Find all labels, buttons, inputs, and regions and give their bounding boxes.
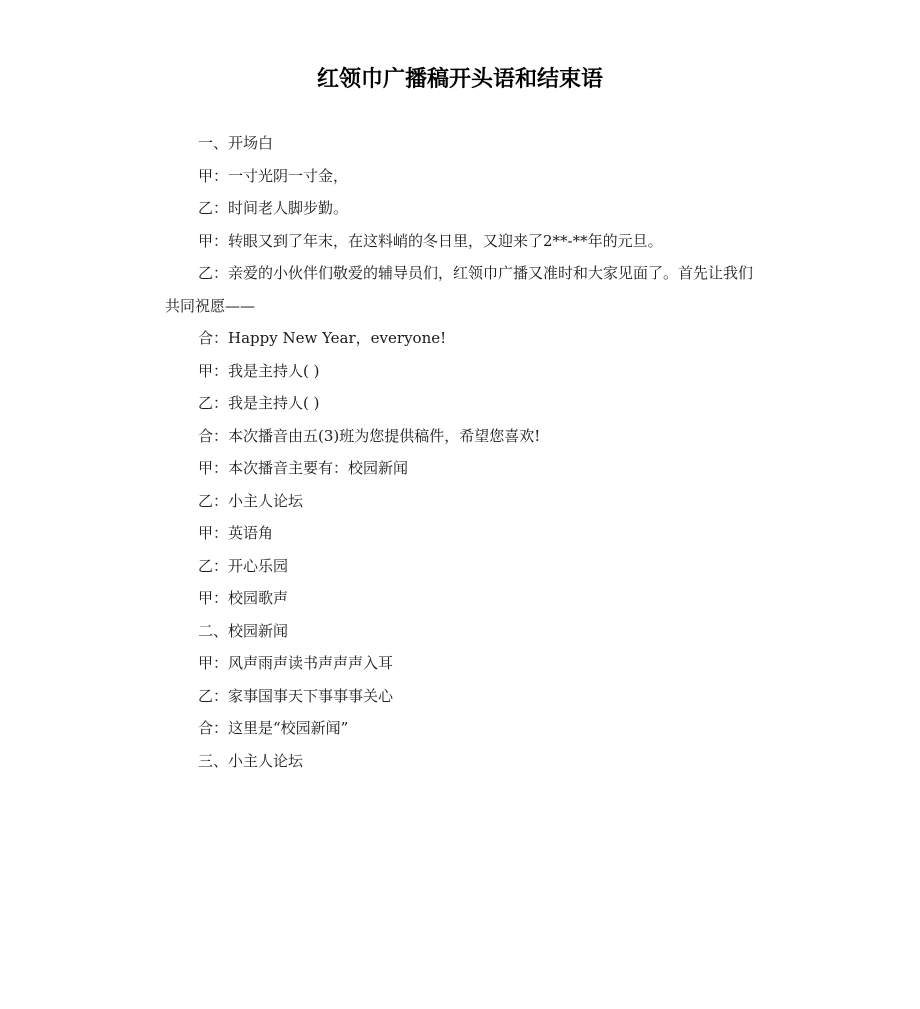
paragraph-section-news: 二、校园新闻 <box>198 621 289 640</box>
paragraph-line: 甲：校园歌声 <box>198 589 289 607</box>
paragraph-line: 甲：我是主持人( ) <box>198 361 320 380</box>
paragraph-line: 乙：家事国事天下事事事关心 <box>198 686 394 705</box>
paragraph-section-forum: 三、小主人论坛 <box>198 751 304 770</box>
paragraph-section-opening: 一、开场白 <box>198 134 274 152</box>
paragraph-line: 合：这里是“校园新闻” <box>198 719 349 737</box>
paragraph-line: 甲：风声雨声读书声声声入耳 <box>198 654 394 672</box>
paragraph-line: 乙：亲爱的小伙伴们敬爱的辅导员们，红领巾广播又准时和大家见面了。首先让我们共同祝愿—— <box>165 264 754 315</box>
paragraph-line: 合：Happy New Year，everyone! <box>198 329 447 347</box>
paragraph-line: 甲：本次播音主要有：校园新闻 <box>198 459 409 477</box>
document-title: 红领巾广播稿开头语和结束语 <box>316 67 603 92</box>
paragraph-line: 乙：时间老人脚步勤。 <box>198 199 349 217</box>
paragraph-line: 乙：小主人论坛 <box>198 491 304 510</box>
paragraph-line: 甲：一寸光阴一寸金， <box>198 166 349 185</box>
paragraph-line: 乙：开心乐园 <box>198 556 289 575</box>
paragraph-line: 乙：我是主持人( ) <box>198 394 320 412</box>
paragraph-line: 甲：英语角 <box>198 524 274 542</box>
paragraph-line: 甲：转眼又到了年末，在这料峭的冬日里，又迎来了2**-**年的元旦。 <box>198 231 663 250</box>
paragraph-line: 合：本次播音由五(3)班为您提供稿件，希望您喜欢! <box>198 426 541 445</box>
document-body <box>165 127 760 777</box>
